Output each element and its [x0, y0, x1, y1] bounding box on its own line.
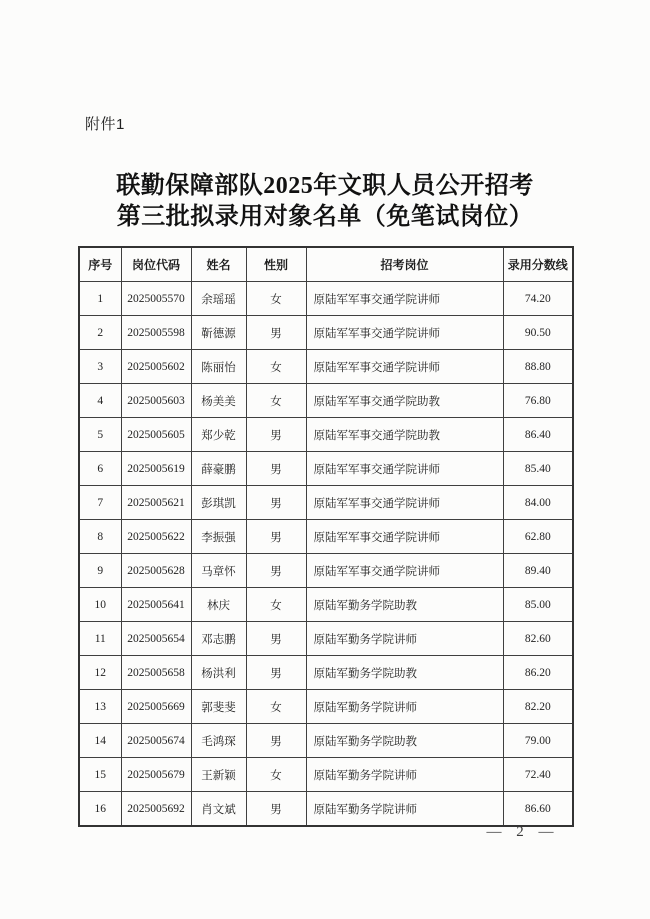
table-cell: 邓志鹏 [191, 622, 246, 656]
table-row [79, 622, 573, 656]
table-cell: 7 [79, 486, 121, 520]
table-cell: 原陆军勤务学院讲师 [306, 622, 503, 656]
table-cell: 76.80 [503, 384, 573, 418]
document-title-line-1: 联勤保障部队2025年文职人员公开招考 [116, 173, 534, 199]
table-cell: 女 [246, 350, 306, 384]
table-cell: 85.40 [503, 452, 573, 486]
table-cell: 王新颖 [191, 758, 246, 792]
table-cell: 82.60 [503, 622, 573, 656]
table-row [79, 452, 573, 486]
table-cell: 74.20 [503, 282, 573, 316]
table-cell: 肖文斌 [191, 792, 246, 827]
table-row [79, 792, 573, 827]
table-row [79, 690, 573, 724]
table-cell: 男 [246, 554, 306, 588]
table-cell: 原陆军勤务学院讲师 [306, 758, 503, 792]
table-cell: 86.60 [503, 792, 573, 827]
table-cell: 1 [79, 282, 121, 316]
table-cell: 原陆军军事交通学院讲师 [306, 520, 503, 554]
table-cell: 原陆军勤务学院讲师 [306, 690, 503, 724]
table-row [79, 486, 573, 520]
table-row [79, 758, 573, 792]
table-cell: 2025005628 [121, 554, 191, 588]
table-cell: 原陆军军事交通学院讲师 [306, 486, 503, 520]
table-cell: 原陆军勤务学院助教 [306, 588, 503, 622]
table-cell: 原陆军军事交通学院讲师 [306, 316, 503, 350]
table-cell: 男 [246, 520, 306, 554]
table-cell: 85.00 [503, 588, 573, 622]
table-row [79, 588, 573, 622]
table-cell: 原陆军军事交通学院讲师 [306, 452, 503, 486]
table-cell: 女 [246, 282, 306, 316]
header-admission-score: 录用分数线 [503, 247, 573, 282]
table-cell: 男 [246, 452, 306, 486]
table-cell: 90.50 [503, 316, 573, 350]
table-cell: 2025005669 [121, 690, 191, 724]
table-cell: 2025005570 [121, 282, 191, 316]
table-cell: 2025005619 [121, 452, 191, 486]
table-cell: 毛鸿琛 [191, 724, 246, 758]
table-cell: 马章怀 [191, 554, 246, 588]
table-row [79, 554, 573, 588]
table-cell: 86.20 [503, 656, 573, 690]
table-cell: 男 [246, 792, 306, 827]
table-cell: 余瑶瑶 [191, 282, 246, 316]
table-row [79, 282, 573, 316]
table-cell: 男 [246, 724, 306, 758]
attachment-label: 附件1 [85, 116, 125, 133]
table-cell: 3 [79, 350, 121, 384]
table-cell: 2025005674 [121, 724, 191, 758]
table-cell: 82.20 [503, 690, 573, 724]
table-cell: 郭斐斐 [191, 690, 246, 724]
table-cell: 2025005654 [121, 622, 191, 656]
table-cell: 原陆军勤务学院讲师 [306, 792, 503, 827]
table-cell: 2025005622 [121, 520, 191, 554]
table-cell: 原陆军军事交通学院讲师 [306, 350, 503, 384]
table-row [79, 418, 573, 452]
table-cell: 5 [79, 418, 121, 452]
table-cell: 李振强 [191, 520, 246, 554]
table-row [79, 350, 573, 384]
table-cell: 原陆军勤务学院助教 [306, 656, 503, 690]
table-cell: 16 [79, 792, 121, 827]
table-cell: 12 [79, 656, 121, 690]
table-cell: 男 [246, 656, 306, 690]
table-cell: 2025005692 [121, 792, 191, 827]
header-serial-number: 序号 [79, 247, 121, 282]
table-cell: 2025005605 [121, 418, 191, 452]
table-cell: 4 [79, 384, 121, 418]
table-cell: 杨美美 [191, 384, 246, 418]
table-cell: 2 [79, 316, 121, 350]
header-name: 姓名 [191, 247, 246, 282]
header-gender: 性别 [246, 247, 306, 282]
table-cell: 6 [79, 452, 121, 486]
document-title [0, 171, 650, 233]
header-position-code: 岗位代码 [121, 247, 191, 282]
table-cell: 原陆军军事交通学院助教 [306, 418, 503, 452]
table-cell: 2025005641 [121, 588, 191, 622]
table-cell: 15 [79, 758, 121, 792]
header-position: 招考岗位 [306, 247, 503, 282]
table-cell: 2025005658 [121, 656, 191, 690]
table-cell: 14 [79, 724, 121, 758]
table-cell: 原陆军军事交通学院讲师 [306, 282, 503, 316]
table-cell: 2025005679 [121, 758, 191, 792]
table-cell: 9 [79, 554, 121, 588]
table-cell: 郑少乾 [191, 418, 246, 452]
table-row [79, 724, 573, 758]
table-cell: 79.00 [503, 724, 573, 758]
table-cell: 男 [246, 486, 306, 520]
table-cell: 2025005603 [121, 384, 191, 418]
table-cell: 杨洪利 [191, 656, 246, 690]
table-cell: 2025005598 [121, 316, 191, 350]
table-cell: 女 [246, 690, 306, 724]
document-title-line-2: 第三批拟录用对象名单（免笔试岗位） [116, 204, 534, 230]
table-cell: 89.40 [503, 554, 573, 588]
roster-table [78, 246, 574, 827]
table-cell: 林庆 [191, 588, 246, 622]
page-number: — 2 — [486, 824, 554, 840]
table-cell: 陈丽怡 [191, 350, 246, 384]
table-cell: 8 [79, 520, 121, 554]
table-cell: 84.00 [503, 486, 573, 520]
table-body [79, 282, 573, 827]
table-cell: 2025005621 [121, 486, 191, 520]
table-cell: 女 [246, 758, 306, 792]
table-cell: 10 [79, 588, 121, 622]
table-cell: 2025005602 [121, 350, 191, 384]
table-row [79, 520, 573, 554]
table-cell: 薛豪鹏 [191, 452, 246, 486]
table-row [79, 384, 573, 418]
table-cell: 原陆军军事交通学院讲师 [306, 554, 503, 588]
table-row [79, 656, 573, 690]
table-cell: 62.80 [503, 520, 573, 554]
table-cell: 原陆军勤务学院助教 [306, 724, 503, 758]
table-cell: 彭琪凯 [191, 486, 246, 520]
table-header-row [79, 247, 573, 282]
table-cell: 靳德源 [191, 316, 246, 350]
table-cell: 13 [79, 690, 121, 724]
table-row [79, 316, 573, 350]
table-cell: 86.40 [503, 418, 573, 452]
table-cell: 男 [246, 622, 306, 656]
table-cell: 原陆军军事交通学院助教 [306, 384, 503, 418]
table-cell: 男 [246, 418, 306, 452]
table-cell: 88.80 [503, 350, 573, 384]
table-cell: 11 [79, 622, 121, 656]
table-cell: 72.40 [503, 758, 573, 792]
table-cell: 女 [246, 588, 306, 622]
table-cell: 女 [246, 384, 306, 418]
table-cell: 男 [246, 316, 306, 350]
